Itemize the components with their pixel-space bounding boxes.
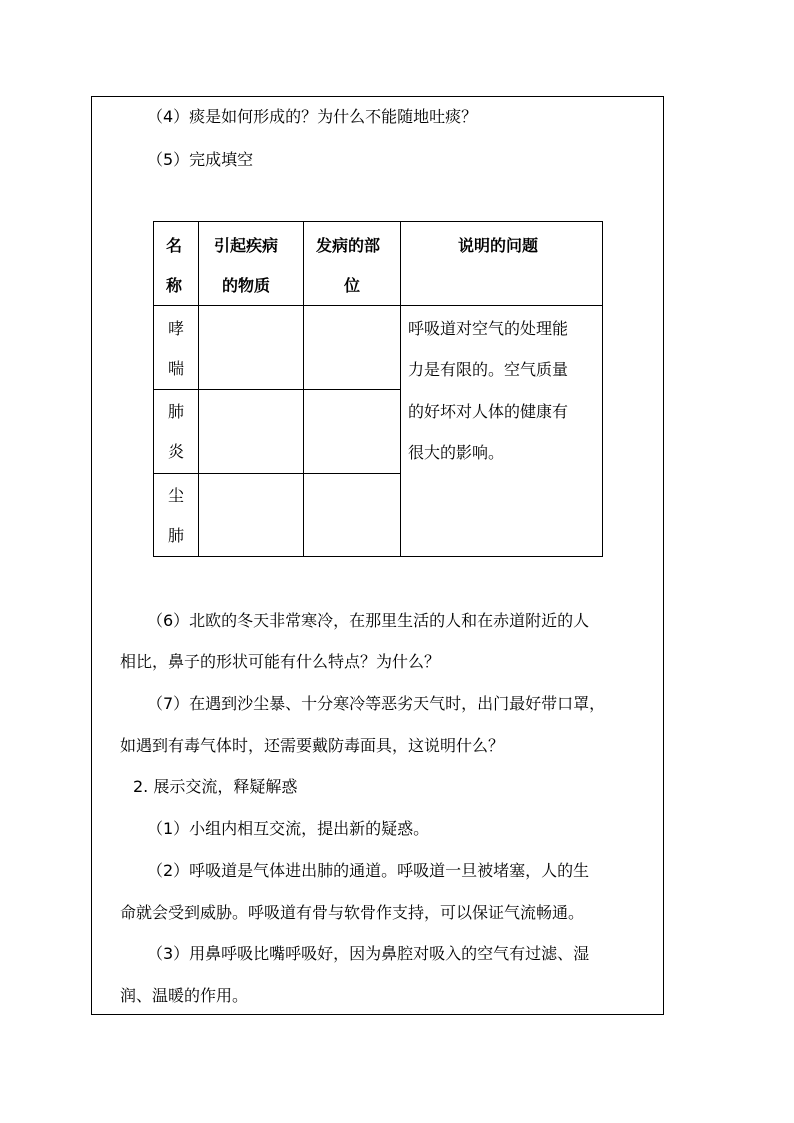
header-name: 名 bbox=[166, 236, 183, 255]
table-divider bbox=[154, 473, 401, 474]
header-explanation: 说明的问题 bbox=[458, 236, 539, 255]
paragraph: （3）用鼻呼吸比嘴呼吸好，因为鼻腔对吸入的空气有过滤、湿 bbox=[147, 944, 590, 963]
explanation-text: 力是有限的。空气质量 bbox=[408, 360, 569, 379]
section-heading: 2. 展示交流，释疑解惑 bbox=[133, 777, 298, 796]
row-name: 肺 bbox=[168, 526, 185, 545]
paragraph: 润、温暖的作用。 bbox=[120, 986, 249, 1005]
paragraph: 命就会受到威胁。呼吸道有骨与软骨作支持，可以保证气流畅通。 bbox=[120, 903, 585, 922]
row-name: 喘 bbox=[168, 359, 185, 378]
question-6: 相比，鼻子的形状可能有什么特点？为什么？ bbox=[120, 652, 441, 671]
question-4: （4）痰是如何形成的？为什么不能随地吐痰？ bbox=[147, 107, 478, 126]
explanation-text: 呼吸道对空气的处理能 bbox=[408, 319, 569, 338]
header-site: 位 bbox=[344, 276, 361, 295]
row-name: 肺 bbox=[168, 402, 185, 421]
row-name: 尘 bbox=[168, 486, 185, 505]
header-substance: 的物质 bbox=[222, 276, 271, 295]
paragraph: （1）小组内相互交流，提出新的疑惑。 bbox=[147, 819, 430, 838]
header-name: 称 bbox=[166, 276, 183, 295]
question-6: （6）北欧的冬天非常寒冷，在那里生活的人和在赤道附近的人 bbox=[147, 611, 590, 630]
explanation-text: 的好坏对人体的健康有 bbox=[408, 402, 569, 421]
question-7: 如遇到有毒气体时，还需要戴防毒面具，这说明什么？ bbox=[120, 736, 505, 755]
explanation-text: 很大的影响。 bbox=[408, 443, 505, 462]
question-5: （5）完成填空 bbox=[147, 150, 254, 169]
header-site: 发病的部 bbox=[316, 236, 381, 255]
disease-table bbox=[153, 221, 603, 557]
header-substance: 引起疾病 bbox=[214, 236, 279, 255]
row-name: 炎 bbox=[168, 442, 185, 461]
paragraph: （2）呼吸道是气体进出肺的通道。呼吸道一旦被堵塞，人的生 bbox=[147, 861, 590, 880]
table-divider bbox=[154, 305, 603, 306]
table-divider bbox=[154, 389, 401, 390]
question-7: （7）在遇到沙尘暴、十分寒冷等恶劣天气时，出门最好带口罩， bbox=[147, 694, 606, 713]
row-name: 哮 bbox=[168, 319, 185, 338]
